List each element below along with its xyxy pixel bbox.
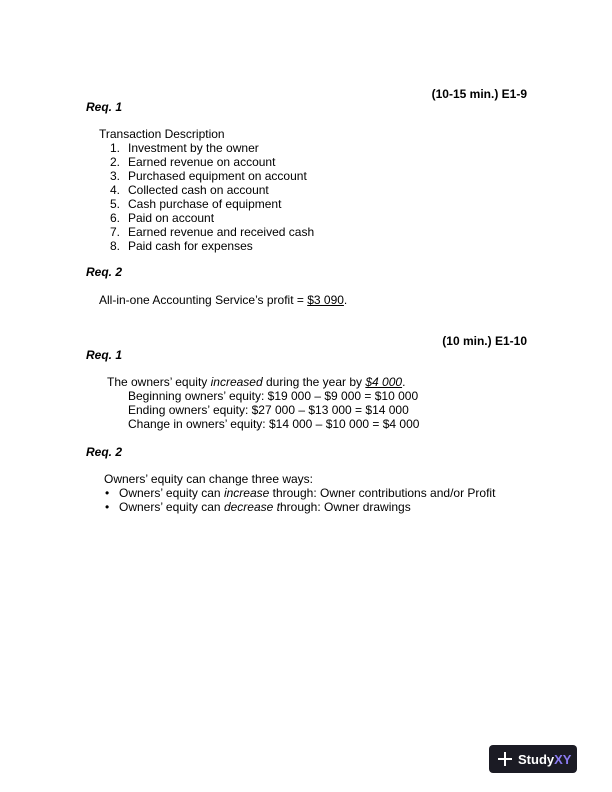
transaction-text: Investment by the owner: [128, 141, 259, 155]
bullet1-suffix: through: Owner contributions and/or Profit: [269, 486, 496, 500]
transaction-item: [106, 225, 314, 239]
profit-suffix: .: [343, 293, 348, 307]
equity-middle: during the year by: [262, 375, 366, 389]
change-equity-line: Change in owners’ equity: $14 000 – $10 000 = $4 000: [128, 417, 420, 431]
profit-value: $3 090: [307, 293, 344, 307]
transaction-text: Purchased equipment on account: [128, 169, 307, 183]
transaction-number: 6.: [109, 211, 120, 225]
bullet-increase: [105, 486, 495, 500]
transaction-number: 2.: [109, 155, 120, 169]
equity-prefix: The owners’ equity: [107, 375, 211, 389]
profit-statement: [99, 293, 347, 307]
studyxy-logo[interactable]: [489, 745, 577, 773]
transaction-number: 5.: [109, 197, 120, 211]
exercise-header-e1-10: (10 min.) E1-10: [442, 334, 527, 348]
ways-intro: Owners’ equity can change three ways:: [104, 472, 313, 486]
transaction-text: Collected cash on account: [128, 183, 269, 197]
transaction-item: [106, 141, 259, 155]
transaction-text: Earned revenue and received cash: [128, 225, 315, 239]
exercise-header-e1-9: (10-15 min.) E1-9: [431, 87, 527, 101]
bullet1-prefix: Owners’ equity can: [119, 486, 224, 500]
transaction-number: 7.: [109, 225, 120, 239]
transaction-text: Earned revenue on account: [128, 155, 276, 169]
transaction-text: Paid cash for expenses: [128, 239, 253, 253]
transaction-number: 4.: [109, 183, 120, 197]
plus-icon: [498, 752, 512, 766]
transaction-number: 8.: [109, 239, 120, 253]
bullet2-prefix: Owners’ equity can: [119, 500, 224, 514]
transaction-item: [106, 155, 275, 169]
bullet2-italic: decrease t: [223, 500, 280, 514]
transaction-item: [106, 197, 281, 211]
bullet-dot: •: [105, 486, 110, 500]
ending-equity-line: Ending owners’ equity: $27 000 – $13 000 = $14 000: [128, 403, 409, 417]
transaction-number: 3.: [109, 169, 120, 183]
logo-text-main: Study: [518, 751, 555, 767]
req-1-label-e1-10: Req. 1: [86, 348, 123, 362]
transaction-item: [106, 169, 307, 183]
logo-text-accent: XY: [554, 751, 572, 767]
equity-value: $4 000: [365, 375, 403, 389]
equity-suffix: .: [402, 375, 406, 389]
equity-italic: increased: [210, 375, 263, 389]
bullet1-italic: increase: [223, 486, 270, 500]
req-2-label-e1-10: Req. 2: [86, 445, 123, 459]
req-1-label: Req. 1: [86, 100, 123, 114]
bullet-decrease: [105, 500, 411, 514]
bullet2-suffix: hrough: Owner drawings: [279, 500, 411, 514]
req-2-label: Req. 2: [86, 265, 123, 279]
transaction-text: Paid on account: [128, 211, 215, 225]
profit-prefix: All-in-one Accounting Service’s profit =: [99, 293, 308, 307]
bullet-dot: •: [105, 500, 110, 514]
transaction-item: [106, 183, 269, 197]
equity-increase-statement: [107, 375, 405, 389]
transaction-number: 1.: [109, 141, 120, 155]
transaction-item: [106, 211, 214, 225]
transaction-text: Cash purchase of equipment: [128, 197, 282, 211]
beginning-equity-line: Beginning owners’ equity: $19 000 – $9 000 = $10 000: [128, 389, 419, 403]
transaction-item: [106, 239, 253, 253]
transaction-heading: Transaction Description: [99, 127, 225, 141]
